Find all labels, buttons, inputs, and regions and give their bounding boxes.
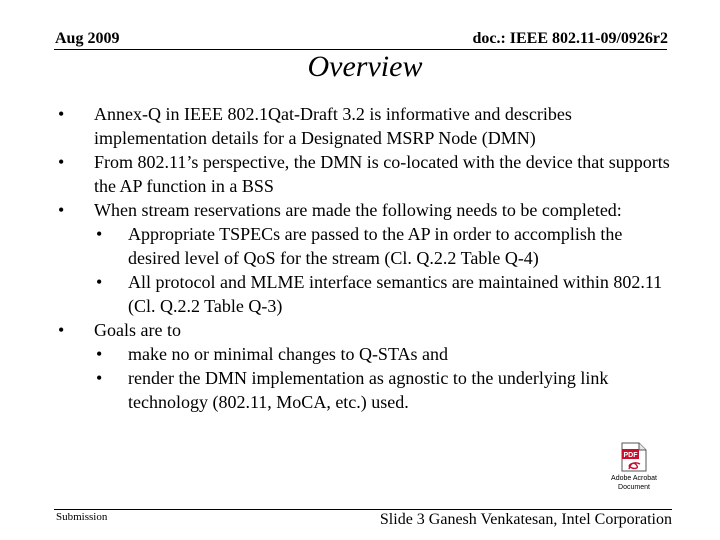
slide-title: Overview: [307, 50, 423, 83]
pdf-document-icon: [621, 442, 647, 472]
bullet-icon: •: [58, 320, 65, 340]
sub-bullet-text: Appropriate TSPECs are passed to the AP in order to accomplish the desired level of QoS for the stream (Cl. Q.2.2 Table Q-4): [128, 224, 623, 268]
sub-bullet-icon: •: [96, 224, 103, 244]
sub-bullet-item: [94, 342, 676, 366]
bullet-item: [56, 102, 676, 150]
sub-bullet-item: [94, 270, 676, 318]
footer-divider: [54, 509, 672, 510]
sub-bullet-text: make no or minimal changes to Q-STAs and: [128, 344, 448, 364]
bullet-text: When stream reservations are made the following needs to be completed:: [94, 200, 622, 220]
sub-bullet-text: render the DMN implementation as agnostic to the underlying link technology (802.11, MoCA, etc.) used.: [128, 368, 609, 412]
sub-bullet-item: [94, 366, 676, 414]
svg-text:PDF: PDF: [623, 452, 638, 459]
bullet-icon: •: [58, 200, 65, 220]
embedded-pdf-attachment[interactable]: [600, 442, 668, 492]
bullet-item: [56, 318, 676, 414]
sub-bullet-icon: •: [96, 368, 103, 388]
bullet-item: [56, 150, 676, 198]
bullet-icon: •: [58, 152, 65, 172]
bullet-text: From 802.11’s perspective, the DMN is co-located with the device that supports the AP function in a BSS: [94, 152, 670, 196]
sub-bullet-icon: •: [96, 272, 103, 292]
bullet-icon: •: [58, 104, 65, 124]
header-doc-id: doc.: IEEE 802.11-09/0926r2: [472, 30, 668, 47]
header-date: Aug 2009: [55, 30, 120, 47]
footer-submission: Submission: [56, 511, 108, 523]
bullet-item: [56, 198, 676, 318]
slide-body: [56, 102, 676, 414]
attachment-label: Adobe Acrobat Document: [611, 475, 657, 491]
bullet-text: Annex-Q in IEEE 802.1Qat-Draft 3.2 is informative and describes implementation details for a Designated MSRP Node (DMN): [94, 104, 572, 148]
sub-bullet-item: [94, 222, 676, 270]
sub-bullet-text: All protocol and MLME interface semantics are maintained within 802.11 (Cl. Q.2.2 Table Q-3): [128, 272, 663, 316]
sub-bullet-icon: •: [96, 344, 103, 364]
footer-slide-info: Slide 3 Ganesh Venkatesan, Intel Corporation: [379, 511, 672, 528]
bullet-text: Goals are to: [94, 320, 181, 340]
